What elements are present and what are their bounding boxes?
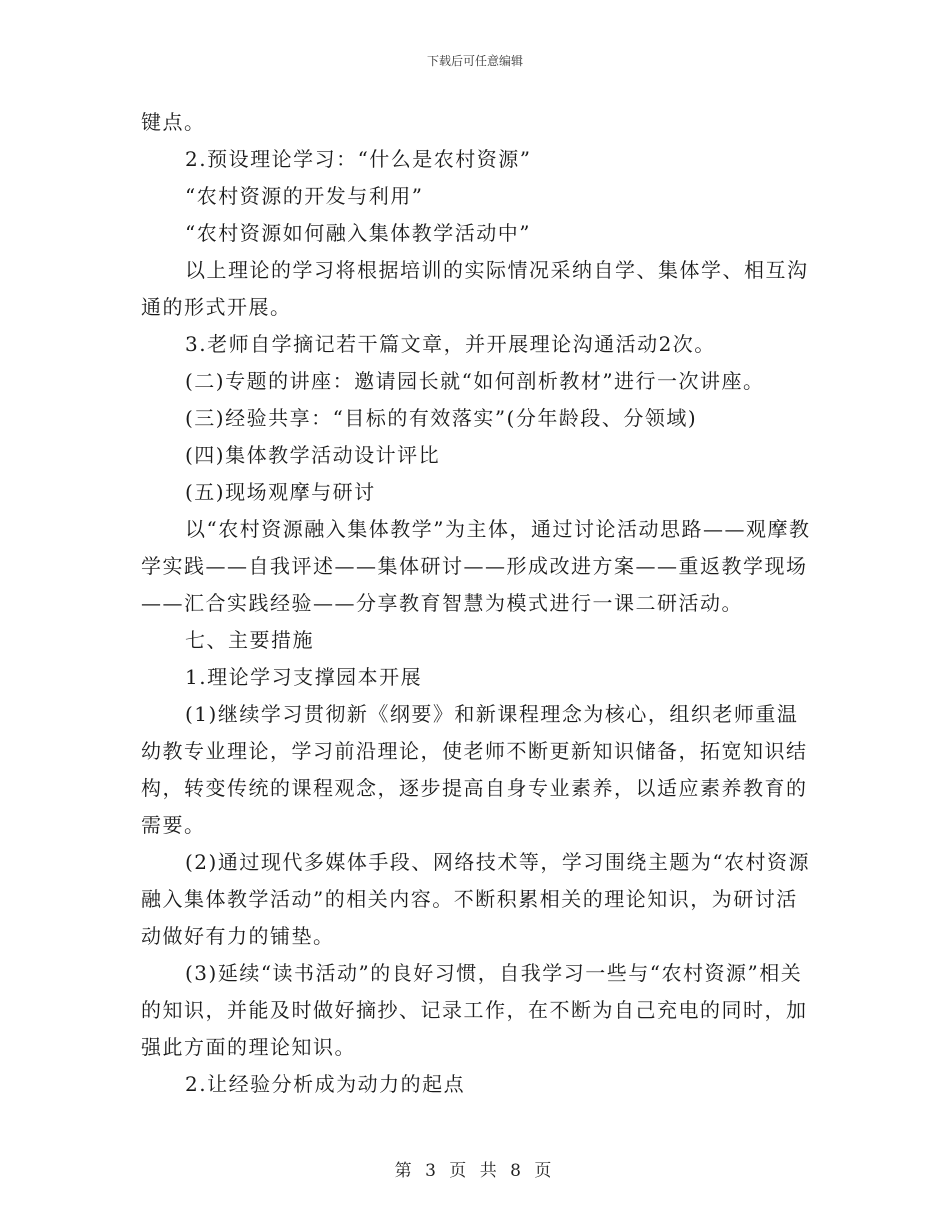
paragraph: (2)通过现代多媒体手段、网络技术等，学习围绕主题为“农村资源融入集体教学活动”的相关内容。不断积累相关的理论知识，为研讨活动做好有力的铺垫。 xyxy=(141,850,811,948)
page-number: 第 3 页 共 8 页 xyxy=(394,1161,556,1181)
paragraph: 以“农村资源融入集体教学”为主体，通过讨论活动思路——观摩教学实践——自我评述——集体研讨——形成改进方案——重返教学现场——汇合实践经验——分享教育智慧为模式进行一课二研活动。 xyxy=(141,517,811,615)
paragraph: 键点。 xyxy=(141,110,206,134)
paragraph: (3)延续“读书活动”的良好习惯，自我学习一些与“农村资源”相关的知识，并能及时做好摘抄、记录工作，在不断为自己充电的同时，加强此方面的理论知识。 xyxy=(141,961,808,1059)
paragraph: (二)专题的讲座：邀请园长就“如何剖析教材”进行一次讲座。 xyxy=(185,369,765,393)
paragraph: 2.预设理论学习：“什么是农村资源” xyxy=(185,147,532,171)
paragraph: 以上理论的学习将根据培训的实际情况采纳自学、集体学、相互沟通的形式开展。 xyxy=(141,258,809,319)
paragraph: 3.老师自学摘记若干篇文章，并开展理论沟通活动2次。 xyxy=(185,332,716,356)
paragraph: 七、主要措施 xyxy=(185,628,314,652)
paragraph: (1)继续学习贯彻新《纲要》和新课程理念为核心，组织老师重温幼教专业理论，学习前沿理论，使老师不断更新知识储备，拓宽知识结构，转变传统的课程观念，逐步提高自身专业素养，以适应素养教育的需要。 xyxy=(141,702,808,837)
paragraph: “农村资源的开发与利用” xyxy=(185,184,424,208)
paragraph: “农村资源如何融入集体教学活动中” xyxy=(185,221,531,245)
paragraph: 1.理论学习支撑园本开展 xyxy=(185,665,423,689)
paragraph: (四)集体教学活动设计评比 xyxy=(185,443,441,467)
paragraph: 2.让经验分析成为动力的起点 xyxy=(185,1072,466,1096)
document-body xyxy=(141,104,813,1103)
paragraph: (五)现场观摩与研讨 xyxy=(185,480,376,504)
paragraph: (三)经验共享：“目标的有效落实”(分年龄段、分领域) xyxy=(185,406,698,430)
page-header-note: 下载后可任意编辑 xyxy=(426,54,523,68)
